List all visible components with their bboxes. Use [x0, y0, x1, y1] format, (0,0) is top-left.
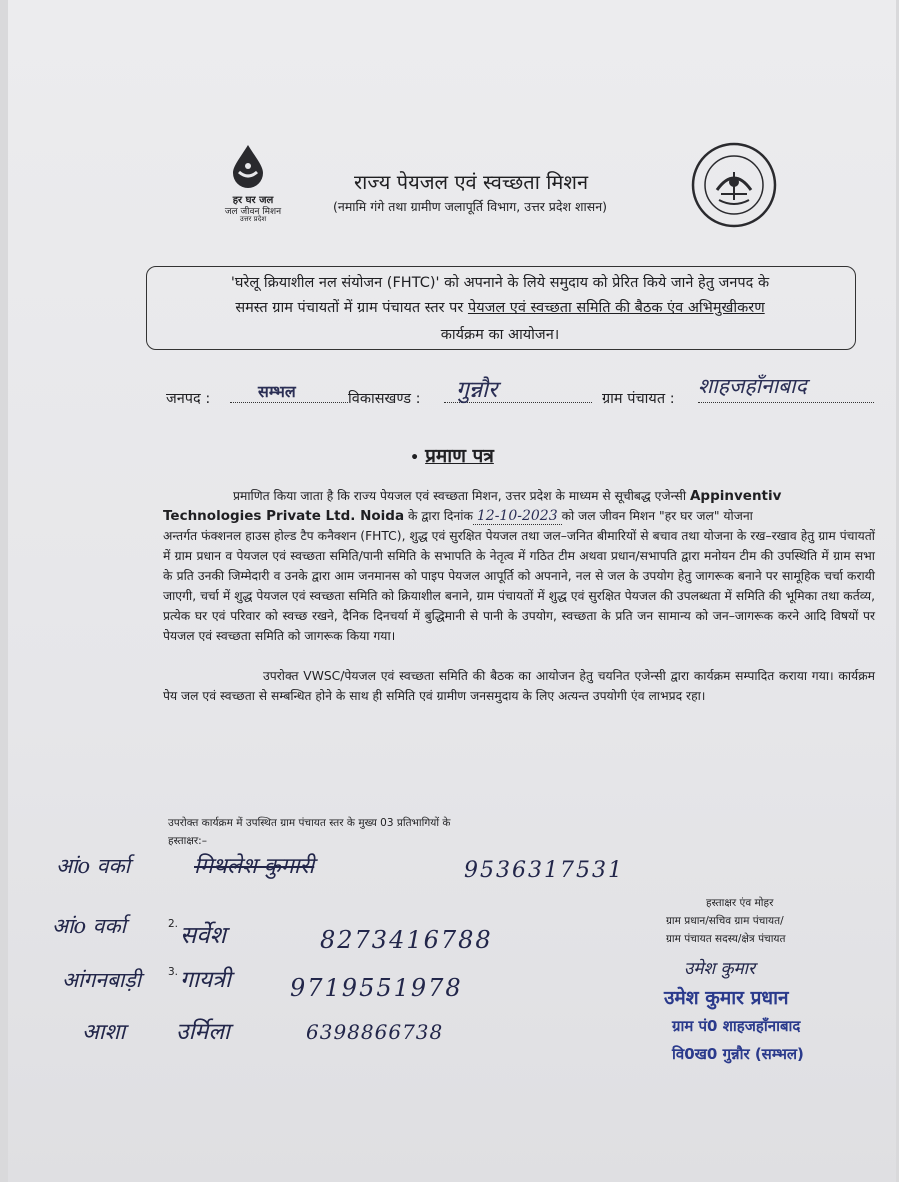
participant-1-phone: 9536317531 [464, 858, 624, 883]
gram-panchayat-value: शाहजहाँनाबाद [698, 374, 807, 398]
seal-icon [691, 142, 777, 228]
programme-date: 12-10-2023 [473, 508, 562, 525]
participant-2-phone: 8273416788 [320, 926, 493, 954]
pradhan-signature: उमेश कुमार [684, 959, 756, 979]
participant-4-phone: 6398866738 [306, 1020, 444, 1044]
box-line-2-underlined: पेयजल एवं स्वच्छता समिति की बैठक एंव अभिमुखीकरण [467, 300, 765, 316]
signatory-line-2: ग्राम प्रधान/सचिव ग्राम पंचायत/ [666, 915, 784, 927]
district-value: सम्भल [258, 382, 296, 401]
participant-2-number: 2. [168, 918, 179, 930]
document-page [8, 0, 896, 1182]
block-label: विकासखण्ड : [348, 391, 421, 407]
participants-intro-2: हस्ताक्षर:– [168, 835, 207, 847]
har-ghar-jal-logo [198, 140, 308, 230]
up-government-seal [691, 142, 777, 228]
mission-subtitle: (नमामि गंगे तथा ग्रामीण जलापूर्ति विभाग, उत्तर प्रदेश शासन) [333, 199, 608, 214]
mission-title: राज्य पेयजल एवं स्वच्छता मिशन [354, 170, 589, 194]
signatory-line-3: ग्राम पंचायत सदस्य/क्षेत्र पंचायत [666, 933, 786, 945]
certificate-title: प्रमाण पत्र [425, 445, 494, 467]
logo-line-3: उत्तर प्रदेश [239, 215, 267, 223]
agency-name-1: Appinventiv [689, 488, 782, 504]
box-line-2 [160, 297, 840, 317]
agency-name-2: Technologies Private Ltd. Noida [163, 508, 405, 524]
bullet-mark: • [410, 450, 420, 466]
participant-3-name: गायत्री [180, 967, 231, 993]
box-line-1: 'घरेलू क्रियाशील नल संयोजन (FHTC)' को अपनाने के लिये समुदाय को प्रेरित किये जाने हेतु जनपद के [230, 275, 770, 291]
district-label: जनपद : [166, 391, 211, 407]
participant-2-name: सर्वेश [180, 921, 226, 949]
certificate-paragraph-2: उपरोक्त VWSC/पेयजल एवं स्वच्छता समिति की बैठक का आयोजन हेतु चयनित एजेन्सी द्वारा कार्यक्रम सम्पादित कराया गया। कार्यक्रम पेय जल एवं स्वच्छता से सम्बन्धित होने के साथ ही समिति एवं ग्रामीण जनसमुदाय के लिए अत्यन्त उपयोगी एंव लाभप्रद रहा। [163, 669, 875, 703]
participant-1-role: आंo वर्का [56, 854, 131, 878]
signatory-line-1: हस्ताक्षर एंव मोहर [706, 897, 774, 909]
certificate-paragraph-1-line2 [163, 506, 875, 526]
box-line-2-prefix: समस्त ग्राम पंचायतों में ग्राम पंचायत स्तर पर [235, 300, 468, 316]
p1-by-date: के द्वारा दिनांक [404, 509, 473, 523]
certificate-title-wrap [8, 442, 896, 468]
participants-intro: उपरोक्त कार्यक्रम में उपस्थित ग्राम पंचायत स्तर के मुख्य 03 प्रतिभागियों के [168, 817, 451, 829]
participant-3-number: 3. [168, 966, 179, 978]
stamp-line-3: वि0ख0 गुन्नौर (सम्भल) [672, 1045, 804, 1063]
participant-1-name: मिथलेश कुमारी [194, 854, 315, 879]
p1-intro: प्रमाणित किया जाता है कि राज्य पेयजल एवं स्वच्छता मिशन, उत्तर प्रदेश के माध्यम से सूचीबद्ध एजेन्सी [233, 489, 690, 503]
participant-4-name: उर्मिला [176, 1019, 230, 1045]
stamp-line-1: उमेश कुमार प्रधान [664, 987, 789, 1009]
box-line-3: कार्यक्रम का आयोजन। [440, 327, 560, 343]
participant-3-role: आंगनबाड़ी [62, 968, 142, 992]
stamp-line-2: ग्राम पं0 शाहजहाँनाबाद [672, 1017, 801, 1035]
logo-line-1: हर घर जल [232, 195, 274, 206]
certificate-paragraph-1-body: अन्तर्गत फंक्शनल हाउस होल्ड टैप कनैक्शन (FHTC), शुद्ध एवं सुरक्षित पेयजल तथा जल–जनित बीमारियों से बचाव तथा योजना के रख–रखाव हेतु ग्राम पंचायतों में ग्राम प्रधान व पेयजल एवं स्वच्छता समिति/पानी समिति के सभापति के नेतृत्व में गठित टीम अथवा प्रधान/सभापति द्वारा मनोयन टीम की उपस्थिति में ग्राम सभा के प्रति उनकी जिम्मेदारी व उनके द्वारा आम जनमानस को पाइप पेयजल आपूर्ति को अपनाने, नल से जल के उपयोग हेतु जागरूक बनाने पर सामूहिक चर्चा करायी जाएगी, चर्चा में शुद्ध पेयजल एवं स्वच्छता समिति को क्रियाशील बनाने, ग्राम पंचायतों में शुद्ध एवं सुरक्षित पेयजल की उपलब्धता में समिति की भूमिका तथा कर्तव्य, प्रत्येक घर एवं परिवार को स्वच्छ रखने, दैनिक दिनचर्या में बुद्धिमानी से पानी के उपयोग, स्वच्छता के प्रति जन सामान्य को जन–जागरूक करने आदि विषयों पर पेयजल एवं स्वच्छता समिति को जागरूक किया गया। [163, 529, 875, 643]
water-drop-icon [230, 144, 266, 188]
logo-line-2: जल जीवन मिशन [224, 207, 282, 217]
block-value: गुन्नौर [456, 377, 498, 403]
p1-scheme: को जल जीवन मिशन "हर घर जल" योजना [561, 509, 753, 523]
gram-panchayat-label: ग्राम पंचायत : [602, 391, 675, 407]
participant-4-role: आशा [82, 1020, 126, 1045]
participant-2-role: आंo वर्का [52, 914, 127, 938]
certificate-paragraph-1 [163, 486, 875, 506]
participant-3-phone: 9719551978 [290, 974, 463, 1002]
